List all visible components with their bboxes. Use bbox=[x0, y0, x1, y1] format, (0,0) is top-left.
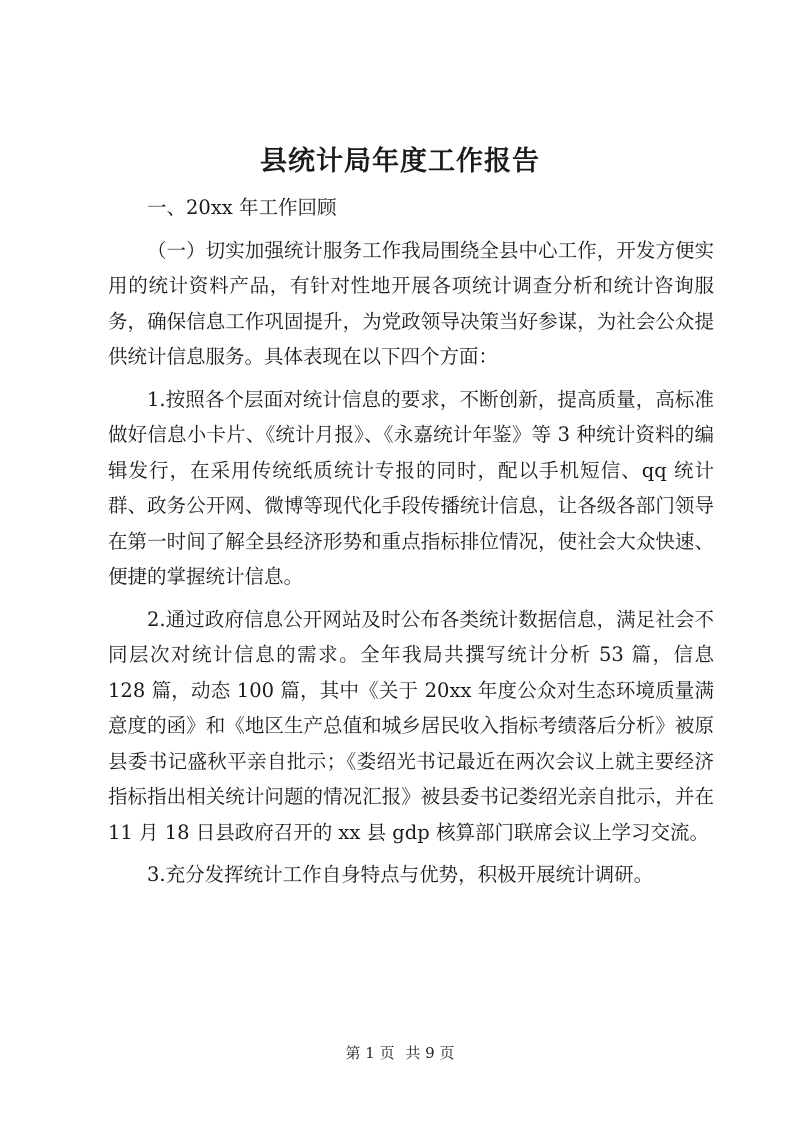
document-title: 县统计局年度工作报告 bbox=[260, 146, 540, 177]
page-number: 第 1 页 bbox=[345, 1044, 395, 1062]
paragraph-item-2: 2.通过政府信息公开网站及时公布各类统计数据信息，满足社会不同层次对统计信息的需求。全年我局共撰写统计分析 53 篇，信息 128 篇，动态 100 篇，其中《关于 20xx 年度公众对生态环境质量满意度的函》和《地区生产总值和城乡居民收入指标考绩落后分析》被原县委书记盛秋平亲自批示；《娄绍光书记最近在两次会议上就主要经济指标指出相关统计问题的情况汇报》被县委书记娄绍光亲自批示，并在 11 月 18 日县政府召开的 xx 县 gdp 核算部门联席会议上学习交流。 bbox=[108, 607, 714, 844]
total-pages: 共 9 页 bbox=[405, 1044, 455, 1062]
paragraph-intro: （一）切实加强统计服务工作我局围绕全县中心工作，开发方便实用的统计资料产品，有针对性地开展各项统计调查分析和统计咨询服务，确保信息工作巩固提升，为党政领导决策当好参谋，为社会公众提供统计信息服务。具体表现在以下四个方面： bbox=[108, 238, 714, 368]
page-footer bbox=[0, 1043, 800, 1063]
paragraph-item-1: 1.按照各个层面对统计信息的要求，不断创新，提高质量，高标准做好信息小卡片、《统计月报》、《永嘉统计年鉴》等 3 种统计资料的编辑发行，在采用传统纸质统计专报的同时，配以手机短信、qq 统计群、政务公开网、微博等现代化手段传播统计信息，让各级各部门领导在第一时间了解全县经济形势和重点指标排位情况，使社会大众快速、便捷的掌握统计信息。 bbox=[108, 387, 714, 588]
paragraph-item-3: 3.充分发挥统计工作自身特点与优势，积极开展统计调研。 bbox=[147, 863, 654, 886]
document-body bbox=[108, 190, 714, 900]
section-heading: 一、20xx 年工作回顾 bbox=[147, 196, 337, 219]
